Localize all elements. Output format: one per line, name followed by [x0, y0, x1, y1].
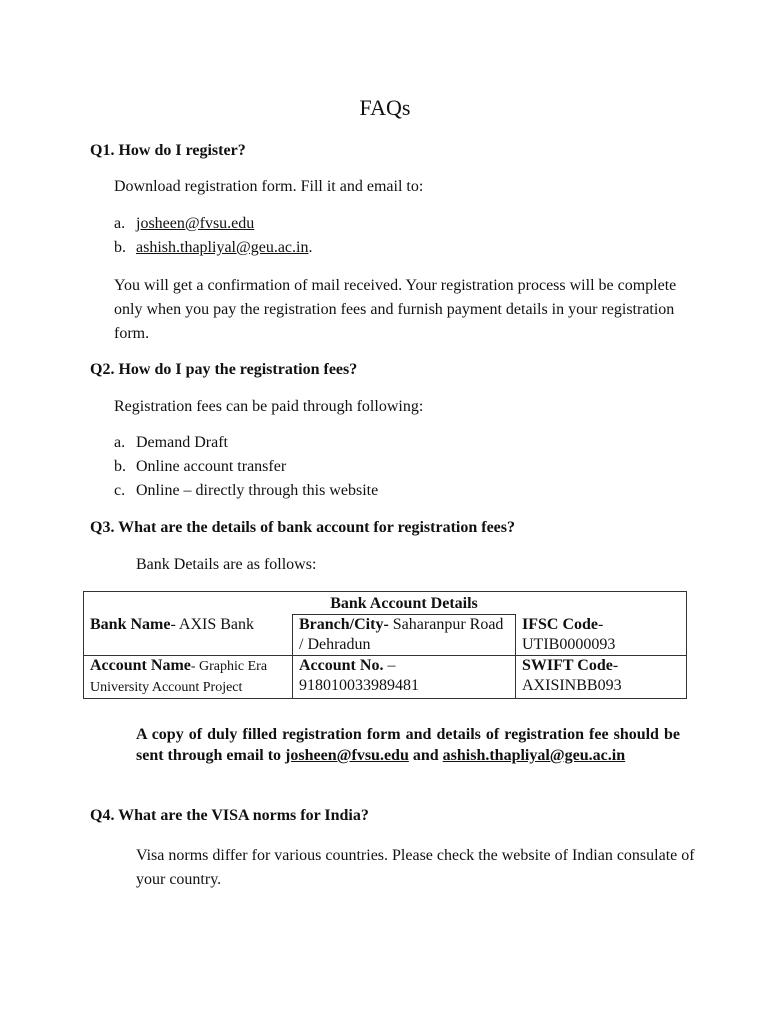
table-row	[84, 592, 687, 615]
q2-question: Q2. How do I pay the registration fees?	[90, 361, 358, 378]
note-text: A copy of duly filled registration form and details of registration fee should be sent through email to	[136, 726, 680, 764]
account-name-cell	[84, 656, 293, 699]
table-row	[84, 615, 687, 656]
email-link-josheen[interactable]: josheen@fvsu.edu	[136, 215, 255, 232]
note-email-josheen[interactable]: josheen@fvsu.edu	[285, 747, 409, 764]
q2-option-a	[114, 434, 228, 452]
list-marker: b.	[114, 239, 126, 256]
list-marker: a.	[114, 434, 126, 451]
q4-question: Q4. What are the VISA norms for India?	[90, 807, 369, 824]
bank-details-table	[83, 591, 687, 699]
branch-cell	[293, 615, 516, 656]
branch-label: Branch/City-	[299, 616, 389, 633]
q3-intro: Bank Details are as follows:	[136, 556, 317, 573]
option-text: Online – directly through this website	[136, 482, 379, 499]
option-text: Online account transfer	[136, 458, 287, 475]
q1-question: Q1. How do I register?	[90, 142, 246, 159]
q1-intro: Download registration form. Fill it and email to:	[114, 178, 424, 195]
q1-email-item-b	[114, 239, 312, 257]
account-no-value: – 918010033989481	[299, 657, 419, 694]
registration-note	[136, 724, 680, 766]
swift-value: -AXISINBB093	[522, 657, 622, 694]
table-header: Bank Account Details	[293, 592, 516, 615]
punctuation: .	[308, 239, 313, 256]
note-and: and	[412, 747, 439, 764]
bank-name-label: Bank Name	[90, 615, 171, 633]
email-link-ashish[interactable]: ashish.thapliyal@geu.ac.in	[136, 239, 309, 256]
account-name-value-line2: University Account Project	[90, 680, 243, 695]
note-email-ashish[interactable]: ashish.thapliyal@geu.ac.in	[442, 747, 626, 764]
q4-answer: Visa norms differ for various countries. Please check the website of Indian consulate of your country.	[136, 847, 695, 888]
q2-option-c	[114, 482, 378, 500]
ifsc-label: IFSC Code	[522, 615, 599, 633]
table-row	[84, 656, 687, 699]
ifsc-cell	[516, 615, 687, 656]
q3-question: Q3. What are the details of bank account for registration fees?	[90, 519, 516, 536]
q1-email-item-a	[114, 215, 254, 233]
swift-cell	[516, 656, 687, 699]
list-marker: a.	[114, 215, 126, 232]
account-name-label: Account Name	[90, 657, 191, 674]
q2-intro: Registration fees can be paid through following:	[114, 398, 424, 415]
page-title: FAQs	[359, 95, 411, 120]
list-marker: c.	[114, 482, 126, 499]
account-name-value: - Graphic Era	[190, 659, 268, 674]
ifsc-value: -UTIB0000093	[522, 615, 616, 653]
swift-label: SWIFT Code	[522, 657, 613, 674]
bank-name-value: - AXIS Bank	[170, 615, 255, 633]
bank-name-cell	[84, 615, 293, 656]
q1-confirmation-text: You will get a confirmation of mail received. Your registration process will be complete only when you pay the registration fees and furnish payment details in your registration form.	[114, 277, 677, 342]
option-text: Demand Draft	[136, 434, 228, 451]
account-no-cell	[293, 656, 516, 699]
account-no-label: Account No.	[299, 657, 384, 674]
q2-option-b	[114, 458, 286, 476]
branch-value: Saharanpur Road / Dehradun	[299, 616, 504, 653]
list-marker: b.	[114, 458, 126, 475]
